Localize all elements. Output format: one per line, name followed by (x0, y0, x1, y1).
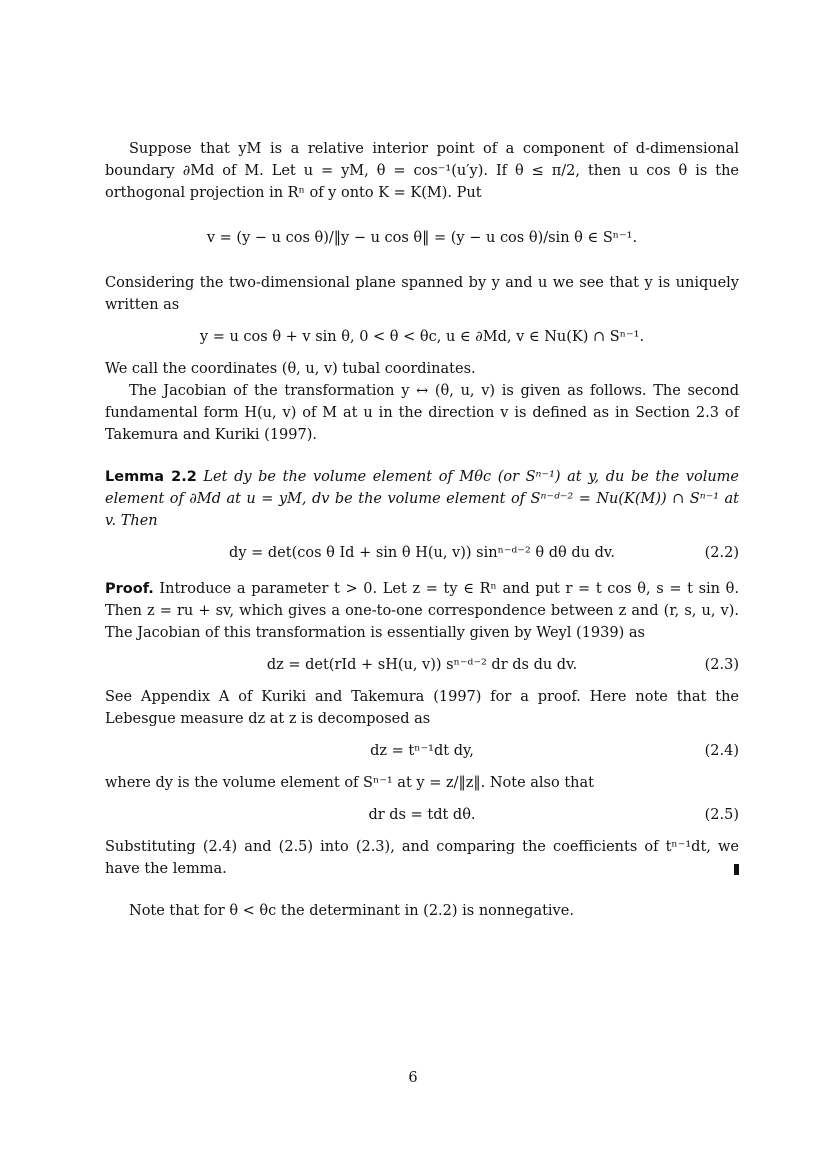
equation-y-text: y = u cos θ + v sin θ, 0 < θ < θc, u ∈ ∂Md, v ∈ Nu(K) ∩ Sⁿ⁻¹. (199, 329, 645, 345)
equation-2-5 (105, 804, 739, 826)
paragraph-nonnegative-note: Note that for θ < θc the determinant in (2.2) is nonnegative. (129, 903, 574, 919)
equation-v-definition (105, 218, 739, 258)
page-body (105, 138, 739, 922)
paragraph-tubal-setup: Suppose that yM is a relative interior point of a component of d-dimensional boundary ∂Md of M. Let u = yM, θ = cos⁻¹(u′y). If θ ≤ π/2, then u cos θ is the orthogonal projection in Rⁿ of y onto K = K(M). Put (105, 141, 739, 201)
paragraph-jacobian-intro: The Jacobian of the transformation y ↔ (θ, u, v) is given as follows. The second fundamental form H(u, v) of M at u in the direction v is defined as in Section 2.3 of Takemura and Kuriki (1997). (105, 383, 739, 443)
equation-2-3-text: dz = det(rId + sH(u, v)) sⁿ⁻ᵈ⁻² dr ds du dv. (266, 657, 578, 673)
equation-2-5-tag: (2.5) (704, 807, 739, 823)
lemma-2-2 (105, 466, 739, 532)
proof-label: Proof. (105, 581, 154, 597)
equation-2-4 (105, 740, 739, 762)
equation-2-2-tag: (2.2) (704, 545, 739, 561)
lemma-statement: Let dy be the volume element of Mθc (or Sⁿ⁻¹) at y, du be the volume element of ∂Md at u = yM, dv be the volume element of Sⁿ⁻ᵈ⁻² = Nu(K(M)) ∩ Sⁿ⁻¹ at v. Then (105, 469, 739, 529)
qed-symbol (734, 864, 739, 875)
equation-2-3-tag: (2.3) (704, 657, 739, 673)
paragraph-volume-element: where dy is the volume element of Sⁿ⁻¹ at y = z/‖z‖. Note also that (105, 775, 594, 791)
paragraph-substituting (105, 836, 739, 880)
equation-2-2-text: dy = det(cos θ Id + sin θ H(u, v)) sinⁿ⁻ᵈ⁻² θ dθ du dv. (229, 545, 615, 561)
equation-2-3 (105, 654, 739, 676)
equation-v-text: v = (y − u cos θ)/‖y − u cos θ‖ = (y − u cos θ)/sin θ ∈ Sⁿ⁻¹. (206, 230, 638, 246)
paragraph-substituting-text: Substituting (2.4) and (2.5) into (2.3), and comparing the coefficients of tⁿ⁻¹dt, we have the lemma. (105, 839, 739, 877)
paragraph-tubal-coordinates: We call the coordinates (θ, u, v) tubal coordinates. (105, 361, 476, 377)
equation-2-4-text: dz = tⁿ⁻¹dt dy, (370, 743, 474, 759)
paragraph-plane: Considering the two-dimensional plane spanned by y and u we see that y is uniquely written as (105, 275, 739, 313)
equation-y-coordinates (105, 326, 739, 348)
page-number: 6 (408, 1070, 418, 1086)
equation-2-5-text: dr ds = tdt dθ. (368, 807, 476, 823)
equation-2-2 (105, 542, 739, 564)
proof-text: Introduce a parameter t > 0. Let z = ty ∈ Rⁿ and put r = t cos θ, s = t sin θ. Then z = ru + sv, which gives a one-to-one correspondence between z and (r, s, u, v). The Jacobian of this transformation is essentially given by Weyl (1939) as (105, 581, 739, 641)
lemma-label: Lemma 2.2 (105, 469, 197, 485)
paragraph-lebesgue: See Appendix A of Kuriki and Takemura (1997) for a proof. Here note that the Lebesgue measure dz at z is decomposed as (105, 689, 739, 727)
equation-2-4-tag: (2.4) (704, 743, 739, 759)
proof-paragraph (105, 578, 739, 644)
